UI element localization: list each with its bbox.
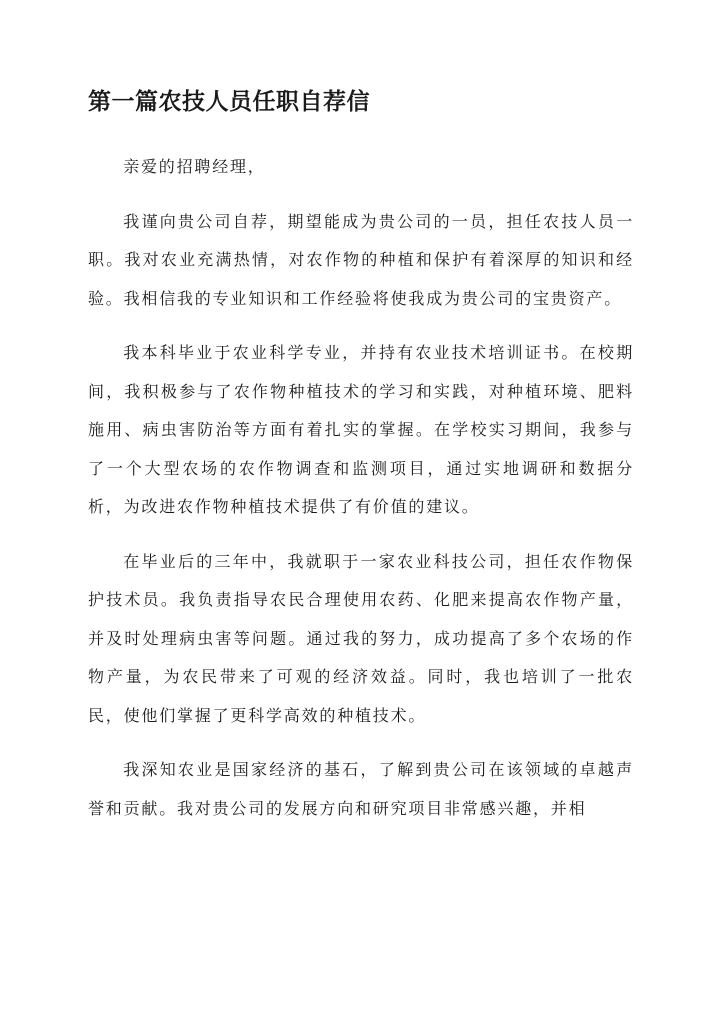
paragraph-motivation: 我深知农业是国家经济的基石，了解到贵公司在该领域的卓越声誉和贡献。我对贵公司的发展方向和研究项目非常感兴趣，并相 (88, 760, 634, 818)
paragraph-work-experience: 在毕业后的三年中，我就职于一家农业科技公司，担任农作物保护技术员。我负责指导农民合理使用农药、化肥来提高农作物产量，并及时处理病虫害等问题。通过我的努力，成功提高了多个农场的作物产量，为农民带来了可观的经济效益。同时，我也培训了一批农民，使他们掌握了更科学高效的种植技术。 (88, 551, 634, 725)
paragraph-introduction: 我谨向贵公司自荐，期望能成为贵公司的一员，担任农技人员一职。我对农业充满热情，对农作物的种植和保护有着深厚的知识和经验。我相信我的专业知识和工作经验将使我成为贵公司的宝贵资产。 (88, 211, 634, 308)
paragraph-education: 我本科毕业于农业科学专业，并持有农业技术培训证书。在校期间，我积极参与了农作物种植技术的学习和实践，对种植环境、肥料施用、病虫害防治等方面有着扎实的掌握。在学校实习期间，我参与了一个大型农场的农作物调查和监测项目，通过实地调研和数据分析，为改进农作物种植技术提供了有价值的建议。 (88, 343, 634, 516)
letter-greeting: 亲爱的招聘经理， (123, 157, 266, 176)
letter-body (88, 148, 634, 844)
document-title: 第一篇农技人员任职自荐信 (88, 88, 370, 115)
